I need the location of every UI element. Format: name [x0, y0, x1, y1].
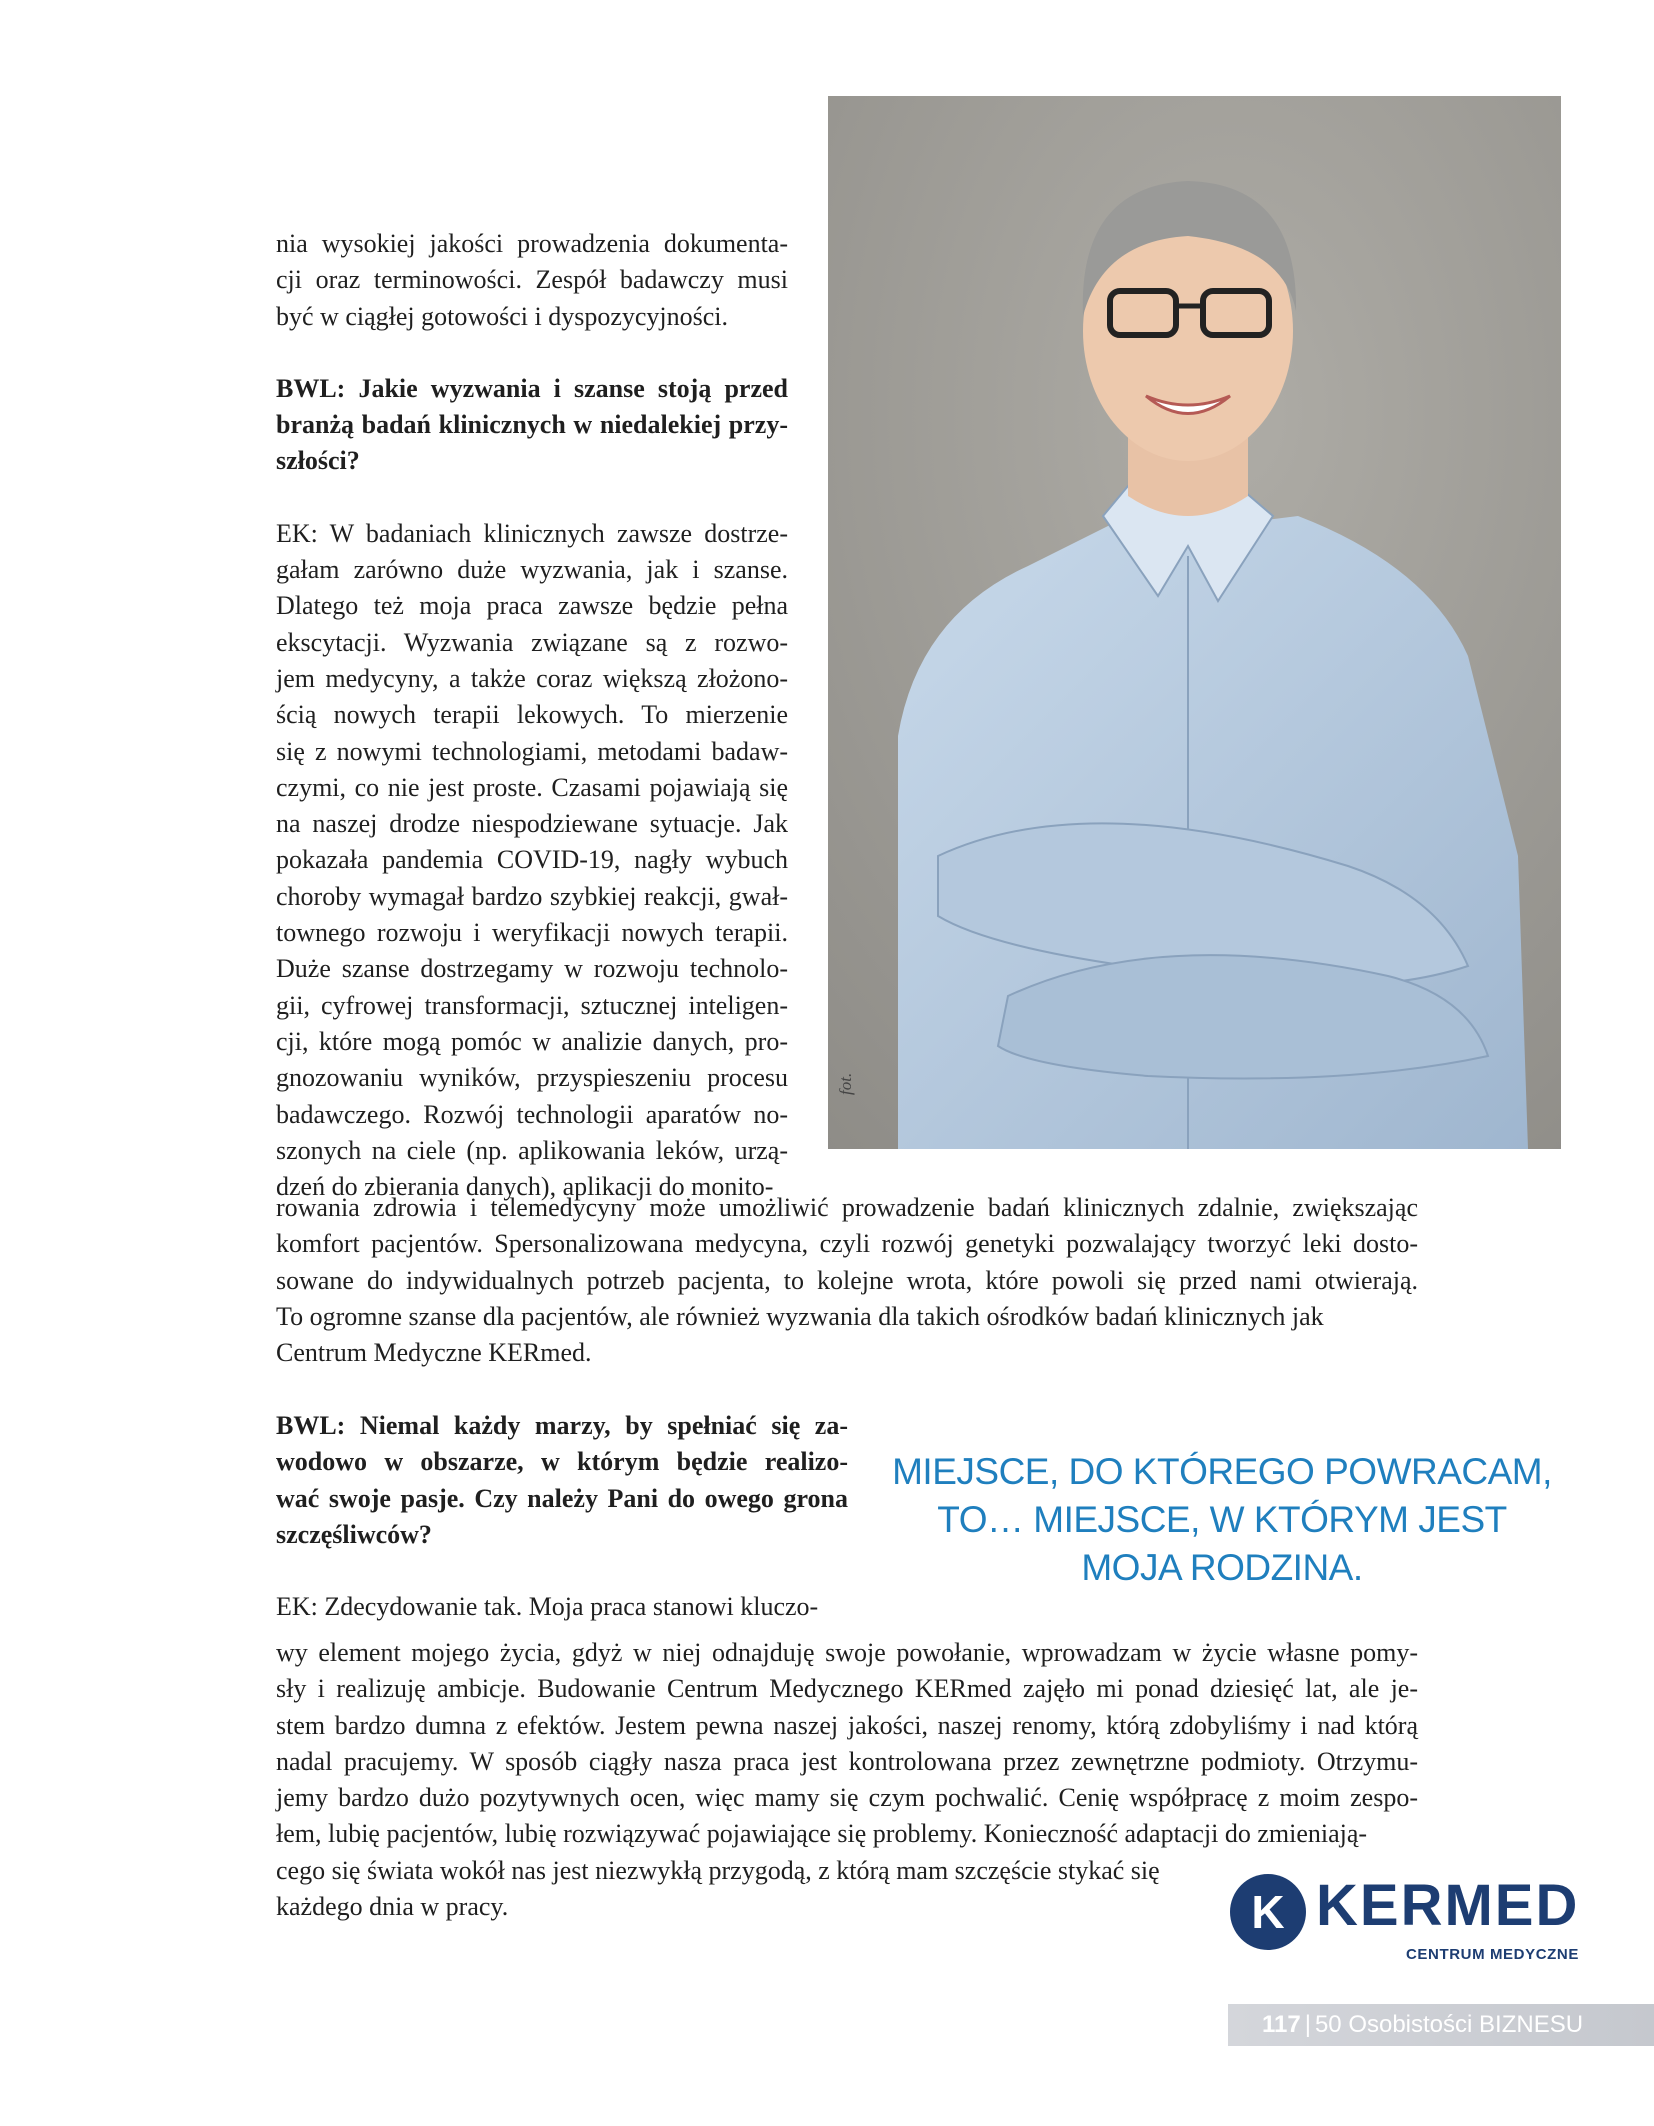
- question-1: BWL: Jakie wyzwania i szanse stoją przed branżą badań klinicznych w niedalekiej przy- szłości?: [276, 373, 788, 476]
- answer-1-narrow: EK: W badaniach klinicznych zawsze dostrze- gałam zarówno duże wyzwania, jak i szanse. Dlatego też moja praca zawsze będzie pełna ekscytacji. Wyzwania związane są z rozwo- jem medycyny, a także coraz większą złożono- ścią nowych terapii lekowych. To mierzenie się z nowymi technologiami, metodami badaw- czymi, co nie jest proste. Czasami pojawiają się na naszej drodze niespodziewane sytuacje. Jak pokazała pandemia COVID-19, nagły wybuch choroby wymagał bardzo szybkiej reakcji, gwał- townego rozwoju i weryfikacji nowych terapii. Duże szanse dostrzegamy w rozwoju technolo- gii, cyfrowej transformacji, sztucznej inteligen- cji, które mogą pomóc w analizie danych, pro- gnozowaniu wyników, przyspieszeniu procesu badawczego. Rozwój technologii aparatów no- szonych na ciele (np. aplikowania leków, urzą- dzeń do zbierania danych), aplikacji do monito-: [276, 518, 788, 1202]
- paragraph-intro: nia wysokiej jakości prowadzenia dokumenta- cji oraz terminowości. Zespół badawczy musi być w ciągłej gotowości i dyspozycyjności.: [276, 229, 788, 331]
- svg-text:K: K: [1251, 1886, 1285, 1938]
- portrait-photo: [828, 96, 1561, 1149]
- logo-name: KERMED: [1316, 1873, 1580, 1938]
- pull-quote-line: TO… MIEJSCE, W KTÓRYM JEST: [937, 1499, 1507, 1540]
- article-narrow-column: [276, 226, 788, 1205]
- pull-quote-line: MIEJSCE, DO KTÓREGO POWRACAM,: [892, 1451, 1552, 1492]
- page-number: 117: [1262, 2011, 1301, 2038]
- pull-quote-line: MOJA RODZINA.: [1081, 1547, 1363, 1588]
- page-footer: [1228, 2004, 1654, 2046]
- question-2: BWL: Niemal każdy marzy, by spełniać się za- wodowo w obszarze, w którym będzie realizo- wać swoje pasje. Czy należy Pani do owego grona szczęśliwców?: [276, 1411, 848, 1549]
- publication-title: 50 Osobistości BIZNESU: [1314, 2011, 1584, 2038]
- photo-credit: fot.: [836, 1072, 855, 1095]
- question-2-column: [276, 1408, 848, 1625]
- kermed-logo-mark-icon: [1228, 1872, 1308, 1952]
- kermed-logo: [1226, 1870, 1586, 1963]
- logo-subtitle: CENTRUM MEDYCZNE: [1406, 1946, 1579, 1963]
- footer-separator: |: [1304, 2011, 1311, 2038]
- answer-2-first-line: EK: Zdecydowanie tak. Moja praca stanowi kluczo-: [276, 1592, 819, 1622]
- portrait-illustration: [828, 96, 1561, 1149]
- pull-quote: [862, 1448, 1582, 1592]
- answer-2-wide: wy element mojego życia, gdyż w niej odnajduję swoje powołanie, wprowadzam w życie własne pomy- sły i realizuję ambicje. Budowanie Centrum Medycznego KERmed zajęło mi ponad dziesięć lat, ale je- stem bardzo dumna z efektów. Jestem pewna naszej jakości, naszej renomy, którą zdobyliśmy i nad którą nadal pracujemy. W sposób ciągły nasza praca jest kontrolowana przez zewnętrzne podmioty. Otrzymu- jemy bardzo dużo pozytywnych ocen, więc mamy się czym pochwalić. Cenię współpracę z moim zespo- łem, lubię pacjentów, lubię rozwiązywać pojawiające się problemy. Konieczność adaptacji do zmieniają- cego się świata wokół nas jest niezwykłą przygodą, z którą mam szczęście stykać się każdego dnia w pracy.: [276, 1638, 1418, 1922]
- answer-1-wide: rowania zdrowia i telemedycyny może umożliwić prowadzenie badań klinicznych zdalnie, zwiększając komfort pacjentów. Spersonalizowana medycyna, czyli rozwój genetyki pozwalający tworzyć leki dosto- sowane do indywidualnych potrzeb pacjenta, to kolejne wrota, które powoli się przed nami otwierają. To ogromne szanse dla pacjentów, ale również wyzwania dla takich ośrodków badań klinicznych jak Centrum Medyczne KERmed.: [276, 1193, 1418, 1368]
